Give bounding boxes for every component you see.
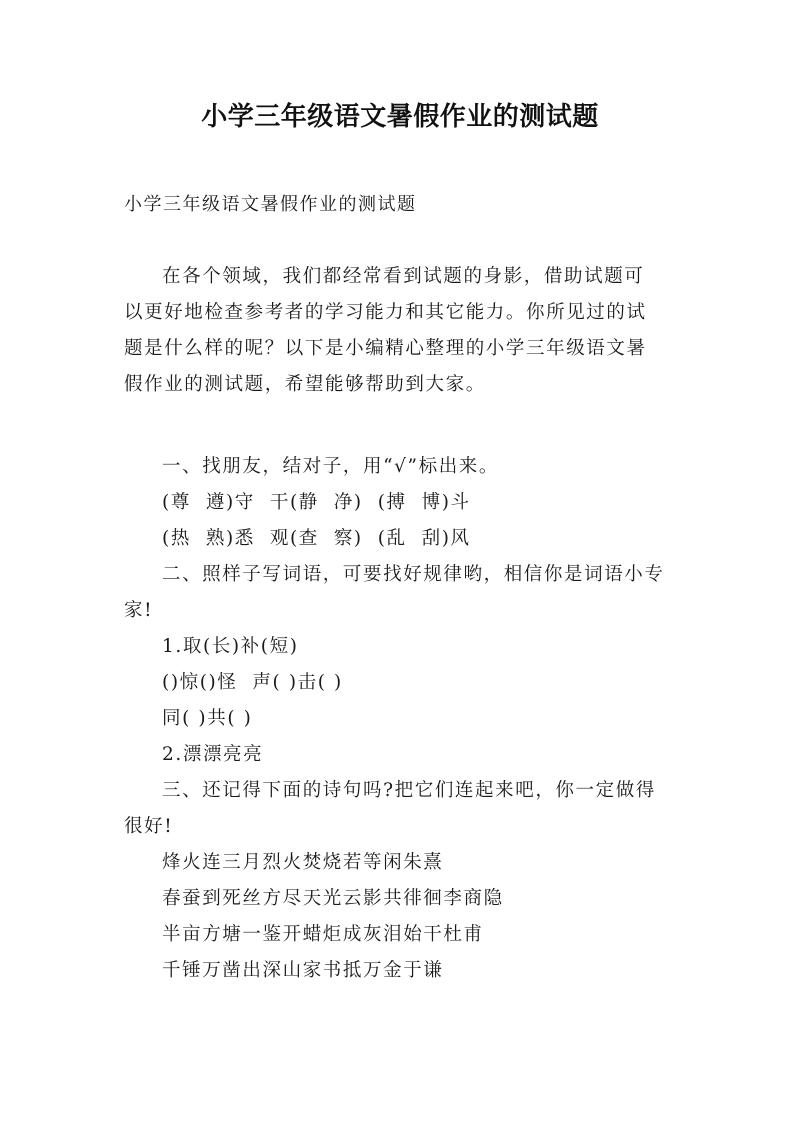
- list-item: 2.漂漂亮亮: [162, 744, 264, 765]
- list-item: ()惊()怪 声( )击( ): [162, 672, 343, 693]
- section-2-heading: 二、照样子写词语，可要找好规律哟，相信你是词语小专家!: [124, 564, 665, 621]
- document-subtitle: 小学三年级语文暑假作业的测试题: [124, 194, 417, 215]
- list-item: 1.取(长)补(短): [162, 636, 299, 657]
- list-item: 千锤万凿出深山家书抵万金于谦: [162, 960, 444, 981]
- list-item: (热 熟)悉 观(查 察) (乱 刮)风: [162, 528, 471, 549]
- document-title: 小学三年级语文暑假作业的测试题: [201, 102, 599, 132]
- list-item: 烽火连三月烈火焚烧若等闲朱熹: [162, 852, 444, 873]
- list-item: (尊 遵)守 干(静 净) (搏 博)斗: [162, 492, 471, 513]
- document-body: [124, 449, 672, 989]
- section-1-heading: 一、找朋友，结对子，用“√”标出来。: [162, 456, 500, 477]
- section-3-heading: 三、还记得下面的诗句吗?把它们连起来吧，你一定做得很好!: [124, 780, 656, 837]
- intro-paragraph: 在各个领域，我们都经常看到试题的身影，借助试题可以更好地检查参考者的学习能力和其它能力。你所见过的试题是什么样的呢？以下是小编精心整理的小学三年级语文暑假作业的测试题，希望能够帮助到大家。: [124, 266, 647, 395]
- list-item: 春蚕到死丝方尽天光云影共徘徊李商隐: [162, 888, 504, 909]
- list-item: 半亩方塘一鉴开蜡炬成灰泪始干杜甫: [162, 924, 484, 945]
- list-item: 同( )共( ): [162, 708, 253, 729]
